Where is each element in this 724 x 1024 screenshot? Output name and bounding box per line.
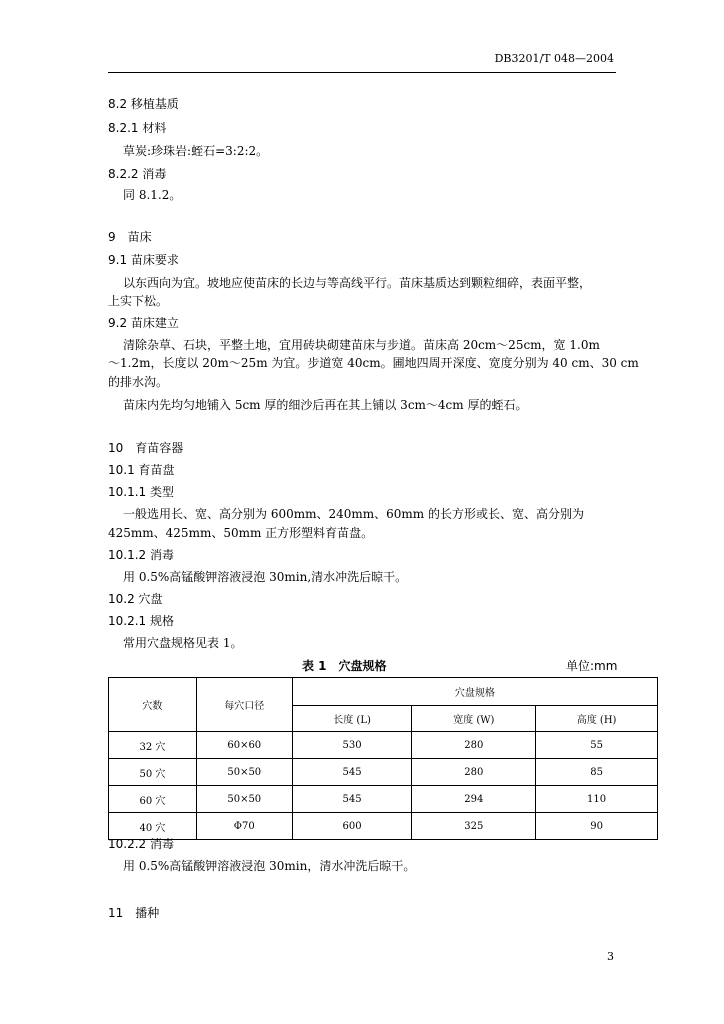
section-8-2-2-heading: 8.2.2 消毒 bbox=[108, 167, 167, 181]
table-caption: 表 1 穴盘规格 bbox=[302, 659, 387, 673]
col-header-height: 高度 (H) bbox=[536, 706, 658, 732]
cell-height: 55 bbox=[536, 732, 658, 759]
section-8-2-1-text: 草炭:珍珠岩:蛭石=3:2:2。 bbox=[123, 144, 269, 158]
section-9-1-line-1: 以东西向为宜。坡地应使苗床的长边与等高线平行。苗床基质达到颗粒细碎，表面平整， bbox=[123, 276, 592, 290]
cell-holes: 50 穴 bbox=[109, 759, 197, 786]
table-row bbox=[109, 813, 658, 840]
cell-length: 600 bbox=[292, 813, 412, 840]
section-10-2-heading: 10.2 穴盘 bbox=[108, 592, 163, 606]
section-10-1-1-line-2: 425mm、425mm、50mm 正方形塑料育苗盘。 bbox=[108, 526, 374, 540]
section-10-2-2-text: 用 0.5%高锰酸钾溶液浸泡 30min，清水冲洗后晾干。 bbox=[123, 859, 416, 873]
cell-length: 545 bbox=[292, 786, 412, 813]
cell-diameter: 50×50 bbox=[196, 759, 292, 786]
cell-width: 280 bbox=[412, 732, 536, 759]
section-9-2-line-2: ～1.2m，长度以 20m～25m 为宜。步道宽 40cm。圃地四周开深度、宽度分别为 40 cm、30 cm bbox=[108, 356, 639, 370]
section-10-1-2-heading: 10.1.2 消毒 bbox=[108, 548, 174, 562]
col-header-width: 宽度 (W) bbox=[412, 706, 536, 732]
cell-height: 110 bbox=[536, 786, 658, 813]
cell-holes: 60 穴 bbox=[109, 786, 197, 813]
cell-height: 90 bbox=[536, 813, 658, 840]
cell-width: 280 bbox=[412, 759, 536, 786]
section-10-1-1-line-1: 一般选用长、宽、高分别为 600mm、240mm、60mm 的长方形或长、宽、高分别为 bbox=[123, 507, 584, 521]
cell-width: 325 bbox=[412, 813, 536, 840]
section-10-2-2-heading: 10.2.2 消毒 bbox=[108, 837, 174, 851]
cell-length: 530 bbox=[292, 732, 412, 759]
section-10-heading: 10 育苗容器 bbox=[108, 441, 184, 455]
header-rule bbox=[108, 72, 616, 73]
cell-holes: 32 穴 bbox=[109, 732, 197, 759]
table-row bbox=[109, 732, 658, 759]
section-10-1-2-text: 用 0.5%高锰酸钾溶液浸泡 30min,清水冲洗后晾干。 bbox=[123, 570, 408, 584]
table-row bbox=[109, 759, 658, 786]
section-9-1-line-2: 上实下松。 bbox=[108, 294, 169, 308]
section-10-1-heading: 10.1 育苗盘 bbox=[108, 463, 175, 477]
table-unit: 单位:mm bbox=[566, 659, 618, 673]
section-10-2-1-heading: 10.2.1 规格 bbox=[108, 614, 174, 628]
col-header-spec: 穴盘规格 bbox=[292, 678, 657, 706]
section-9-2-line-3: 的排水沟。 bbox=[108, 375, 169, 389]
section-8-2-heading: 8.2 移植基质 bbox=[108, 97, 179, 111]
section-8-2-1-heading: 8.2.1 材料 bbox=[108, 121, 167, 135]
col-header-length: 长度 (L) bbox=[292, 706, 412, 732]
section-9-1-heading: 9.1 苗床要求 bbox=[108, 253, 179, 267]
table-header-row bbox=[109, 678, 658, 706]
col-header-diameter: 每穴口径 bbox=[196, 678, 292, 732]
section-8-2-2-text: 同 8.1.2。 bbox=[123, 188, 182, 202]
cell-diameter: Φ70 bbox=[196, 813, 292, 840]
doc-code: DB3201/T 048—2004 bbox=[494, 52, 614, 65]
cell-diameter: 60×60 bbox=[196, 732, 292, 759]
table-row bbox=[109, 786, 658, 813]
cell-height: 85 bbox=[536, 759, 658, 786]
cell-length: 545 bbox=[292, 759, 412, 786]
section-10-2-1-text: 常用穴盘规格见表 1。 bbox=[123, 636, 243, 650]
section-9-2-line-4: 苗床内先均匀地铺入 5cm 厚的细沙后再在其上铺以 3cm～4cm 厚的蛭石。 bbox=[123, 398, 528, 412]
spec-table bbox=[108, 677, 658, 840]
section-9-2-line-1: 清除杂草、石块，平整土地，宜用砖块砌建苗床与步道。苗床高 20cm～25cm，宽 1.0m bbox=[123, 338, 600, 352]
cell-holes: 40 穴 bbox=[109, 813, 197, 840]
section-9-2-heading: 9.2 苗床建立 bbox=[108, 316, 179, 330]
col-header-holes: 穴数 bbox=[109, 678, 197, 732]
section-11-heading: 11 播种 bbox=[108, 906, 160, 920]
cell-diameter: 50×50 bbox=[196, 786, 292, 813]
cell-width: 294 bbox=[412, 786, 536, 813]
page-number: 3 bbox=[607, 950, 614, 963]
section-10-1-1-heading: 10.1.1 类型 bbox=[108, 485, 174, 499]
section-9-heading: 9 苗床 bbox=[108, 230, 152, 244]
